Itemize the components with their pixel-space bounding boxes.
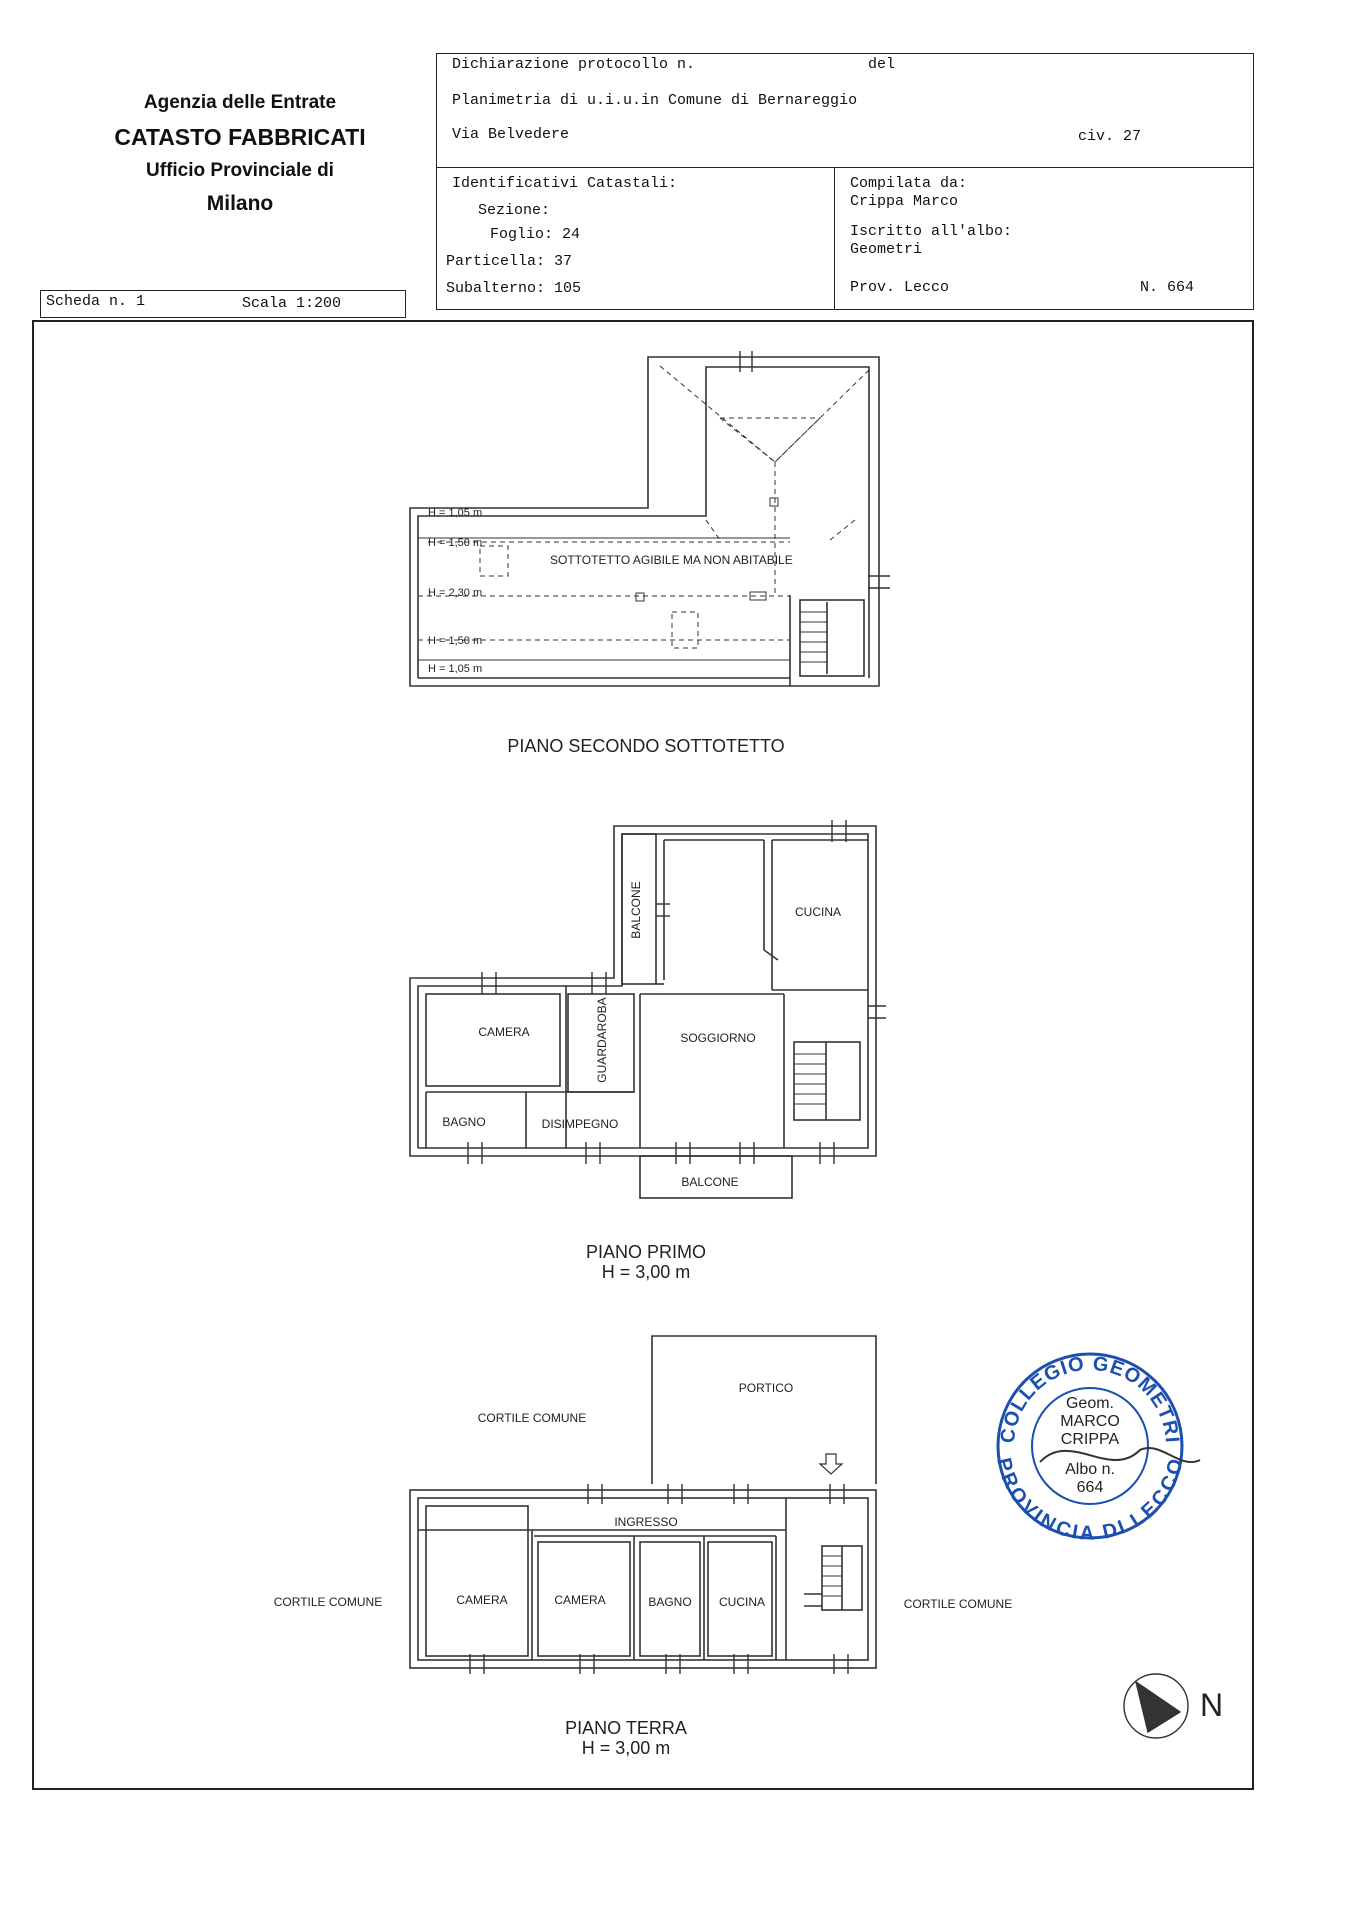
albo-value: Geometri — [850, 241, 923, 258]
subalterno: Subalterno: 105 — [446, 280, 582, 297]
planimetria-line: Planimetria di u.i.u.in Comune di Bernareggio — [452, 92, 858, 109]
ground-ingresso: INGRESSO — [614, 1515, 678, 1529]
scheda-scale: Scala 1:200 — [242, 295, 342, 312]
first-guardaroba: GUARDAROBA — [595, 997, 609, 1083]
ground-camera-2: CAMERA — [554, 1593, 606, 1607]
compiled-name: Crippa Marco — [850, 193, 959, 210]
agency-office: Ufficio Provinciale di — [146, 160, 334, 181]
protocol-label: Dichiarazione protocollo n. — [452, 56, 696, 73]
ground-cortile-right: CORTILE COMUNE — [903, 1597, 1013, 1611]
particella: Particella: 37 — [446, 253, 573, 270]
stamp-outer-top-text: COLLEGIO GEOMETRI — [996, 1352, 1183, 1445]
ground-cortile-top: CORTILE COMUNE — [477, 1411, 587, 1425]
register-number: N. 664 — [1140, 279, 1195, 296]
sezione: Sezione: — [478, 202, 551, 219]
albo-label: Iscritto all'albo: — [850, 223, 1013, 240]
ground-camera-1: CAMERA — [456, 1593, 508, 1607]
scheda-number: Scheda n. 1 — [46, 293, 146, 310]
stamp-line4: Albo n. — [1065, 1461, 1115, 1478]
ground-cortile-left: CORTILE COMUNE — [273, 1595, 383, 1609]
agency-name: Agenzia delle Entrate — [143, 92, 337, 113]
attic-h5: H = 1,05 m — [428, 663, 483, 675]
attic-title: PIANO SECONDO SOTTOTETTO — [507, 736, 785, 756]
compiled-label: Compilata da: — [850, 175, 968, 192]
attic-h1: H = 1,05 m — [428, 507, 483, 519]
stamp-line1: Geom. — [1065, 1395, 1115, 1412]
province: Prov. Lecco — [850, 279, 950, 296]
first-bagno: BAGNO — [442, 1115, 486, 1129]
stamp-outer-bottom-text: PROVINCIA DI LECCO — [992, 1455, 1188, 1545]
first-disimpegno: DISIMPEGNO — [541, 1117, 619, 1131]
first-balcone-vertical: BALCONE — [629, 881, 643, 939]
first-height: H = 3,00 m — [601, 1262, 691, 1282]
address-line: Via Belvedere — [452, 126, 570, 143]
agency-department: CATASTO FABBRICATI — [114, 124, 366, 150]
ground-cucina: CUCINA — [718, 1595, 766, 1609]
attic-h3: H = 2,30 m — [428, 587, 483, 599]
foglio: Foglio: 24 — [490, 226, 581, 243]
north-label: N — [1200, 1687, 1224, 1723]
ident-title: Identificativi Catastali: — [452, 175, 678, 192]
ground-title: PIANO TERRA — [565, 1718, 687, 1738]
stamp-line2: MARCO — [1060, 1413, 1120, 1430]
first-camera: CAMERA — [478, 1025, 530, 1039]
ground-bagno: BAGNO — [648, 1595, 692, 1609]
ground-height: H = 3,00 m — [581, 1738, 671, 1758]
first-title: PIANO PRIMO — [585, 1242, 707, 1262]
attic-h2: H = 1,50 m — [428, 537, 483, 549]
first-soggiorno: SOGGIORNO — [680, 1031, 756, 1045]
protocol-date-label: del — [868, 56, 896, 73]
first-balcone-bottom: BALCONE — [681, 1175, 739, 1189]
stamp-line3: CRIPPA — [1060, 1431, 1120, 1448]
attic-room-label: SOTTOTETTO AGIBILE MA NON ABITABILE — [550, 553, 793, 567]
stamp-line5: 664 — [1076, 1479, 1104, 1496]
agency-city: Milano — [206, 192, 274, 215]
attic-h4: H = 1,50 m — [428, 635, 483, 647]
first-floor-plan — [410, 820, 886, 1198]
first-cucina: CUCINA — [794, 905, 842, 919]
civic-number: civ. 27 — [1078, 128, 1142, 145]
ground-floor-plan — [410, 1336, 876, 1674]
north-arrow-icon — [1124, 1674, 1188, 1738]
ground-portico: PORTICO — [738, 1381, 794, 1395]
